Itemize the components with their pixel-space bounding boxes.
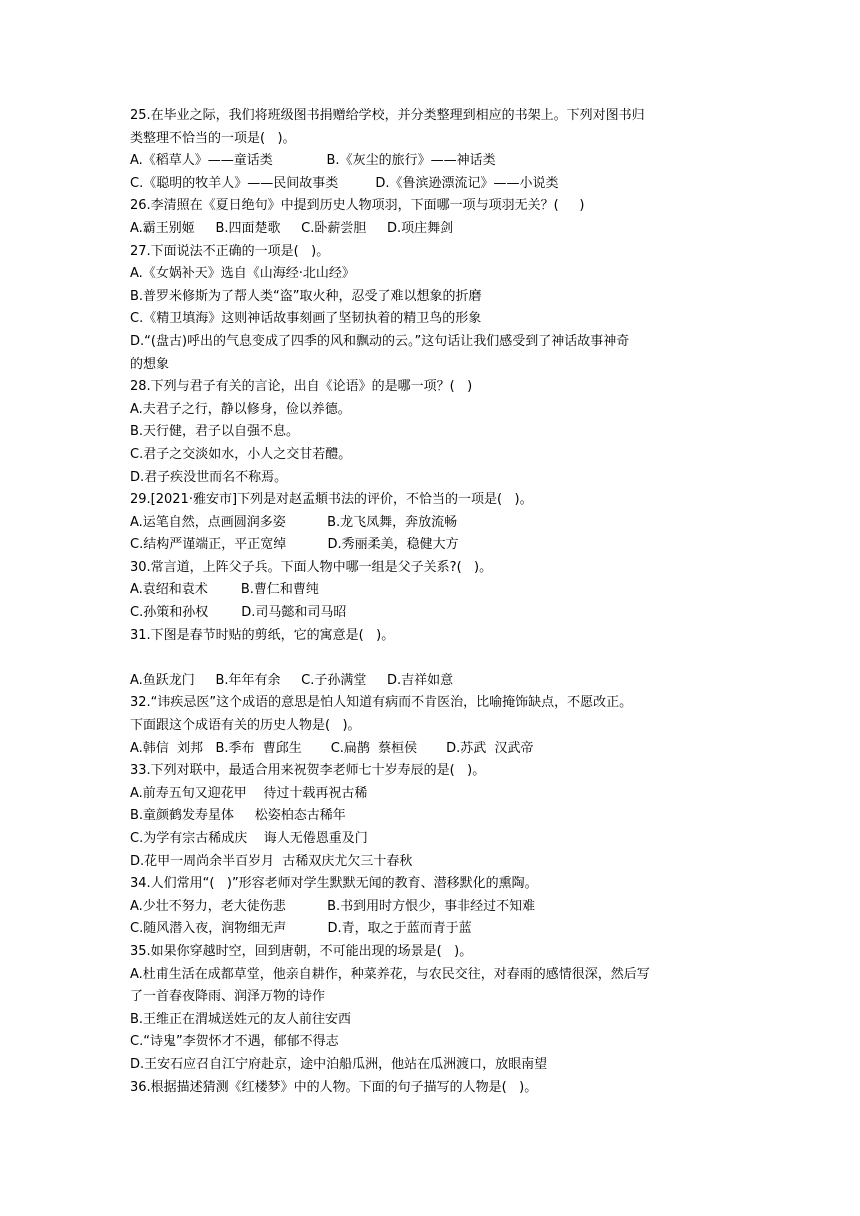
question-29 (130, 489, 740, 557)
question-line: 27.下面说法不正确的一项是( )。 (130, 243, 330, 259)
question-line: A.杜甫生活在成都草堂，他亲自耕作，种菜养花，与农民交往，对春雨的感情很深，然后写 (130, 966, 650, 982)
question-line: B.王维正在渭城送姓元的友人前往安西 (130, 1011, 352, 1027)
question-28 (130, 376, 740, 489)
question-line: B.天行健，君子以自强不息。 (130, 424, 300, 440)
question-line: C.结构严谨端正，平正宽绰 D.秀丽柔美，稳健大方 (130, 537, 459, 553)
question-line: C.《聪明的牧羊人》——民间故事类 D.《鲁滨逊漂流记》——小说类 (130, 175, 559, 191)
question-26 (130, 195, 740, 240)
question-line: 36.根据描述猜测《红楼梦》中的人物。下面的句子描写的人物是( )。 (130, 1079, 538, 1095)
question-line: C.《精卫填海》这则神话故事刻画了坚韧执着的精卫鸟的形象 (130, 311, 482, 327)
question-line: B.童颜鹤发寿星体 松姿柏态古稀年 (130, 808, 346, 824)
question-line: A.前寿五旬又迎花甲 待过十载再祝古稀 (130, 785, 368, 801)
question-32 (130, 692, 740, 760)
question-line: C.君子之交淡如水，小人之交甘若醴。 (130, 446, 352, 462)
question-line: A.鱼跃龙门 B.年年有余 C.子孙满堂 D.吉祥如意 (130, 672, 454, 688)
question-line: 30.常言道，上阵父子兵。下面人物中哪一组是父子关系?( )。 (130, 559, 493, 575)
question-line: 了一首春夜降雨、润泽万物的诗作 (130, 989, 326, 1005)
question-33 (130, 760, 740, 873)
question-34 (130, 873, 740, 941)
question-line: C.随风潜入夜，润物细无声 D.青，取之于蓝而青于蓝 (130, 921, 472, 937)
question-line: A.夫君子之行，静以修身，俭以养德。 (130, 401, 351, 417)
question-25 (130, 105, 740, 195)
question-line: D.君子疾没世而名不称焉。 (130, 469, 288, 485)
question-line: 31.下图是春节时贴的剪纸，它的寓意是( )。 (130, 627, 395, 643)
question-line: B.普罗米修斯为了帮人类“盗”取火种，忍受了难以想象的折磨 (130, 288, 482, 304)
question-line: 33.下列对联中，最适合用来祝贺李老师七十岁寿辰的是( )。 (130, 763, 486, 779)
question-line: 的想象 (130, 356, 170, 372)
question-31 (130, 625, 740, 693)
question-line: C.孙策和孙权 D.司马懿和司马昭 (130, 605, 347, 621)
question-line: 29.[2021·雅安市]下列是对赵孟頫书法的评价，不恰当的一项是( )。 (130, 492, 533, 508)
question-line: A.韩信 刘邦 B.季布 曹邱生 C.扁鹊 蔡桓侯 D.苏武 汉武帝 (130, 740, 534, 756)
question-27 (130, 241, 740, 377)
question-line: D.“(盘古)呼出的气息变成了四季的风和飘动的云。”这句话让我们感受到了神话故事神奇 (130, 333, 630, 349)
question-line: C.“诗鬼”李贺怀才不遇，郁郁不得志 (130, 1034, 339, 1050)
question-line: A.《女娲补天》选自《山海经·北山经》 (130, 266, 355, 282)
question-line: 28.下列与君子有关的言论，出自《论语》的是哪一项？( ) (130, 379, 473, 395)
question-35 (130, 941, 740, 1077)
question-line: A.袁绍和袁术 B.曹仁和曹纯 (130, 582, 319, 598)
question-line: 34.人们常用“( )”形容老师对学生默默无闻的教育、潜移默化的熏陶。 (130, 876, 538, 892)
question-line: 下面跟这个成语有关的历史人物是( )。 (130, 718, 361, 734)
question-line: 26.李清照在《夏日绝句》中提到历史人物项羽，下面哪一项与项羽无关？( ) (130, 198, 585, 214)
question-36 (130, 1077, 740, 1100)
question-line: 32.“讳疾忌医”这个成语的意思是怕人知道有病而不肯医治，比喻掩饰缺点，不愿改正。 (130, 695, 633, 711)
question-line: C.为学有宗古稀成庆 诲人无倦恩重及门 (130, 831, 368, 846)
question-line: A.《稻草人》——童话类 B.《灰尘的旅行》——神话类 (130, 153, 496, 169)
image-placeholder-gap (130, 647, 740, 670)
question-line: 35.如果你穿越时空，回到唐朝，不可能出现的场景是( )。 (130, 943, 473, 959)
question-line: A.霸王别姬 B.四面楚歌 C.卧薪尝胆 D.项庄舞剑 (130, 220, 454, 236)
question-30 (130, 557, 740, 625)
question-line: A.少壮不努力，老大徒伤悲 B.书到用时方恨少，事非经过不知难 (130, 898, 536, 914)
question-line: 25.在毕业之际，我们将班级图书捐赠给学校，并分类整理到相应的书架上。下列对图书归 (130, 108, 645, 123)
document-page (130, 105, 740, 1099)
question-line: A.运笔自然，点画圆润多姿 B.龙飞凤舞，奔放流畅 (130, 514, 458, 530)
question-line: D.王安石应召自江宁府赴京，途中泊船瓜洲，他站在瓜洲渡口，放眼南望 (130, 1056, 548, 1072)
question-line: 类整理不恰当的一项是( )。 (130, 130, 296, 146)
question-line: D.花甲一周尚余半百岁月 古稀双庆尤欠三十春秋 (130, 853, 413, 869)
